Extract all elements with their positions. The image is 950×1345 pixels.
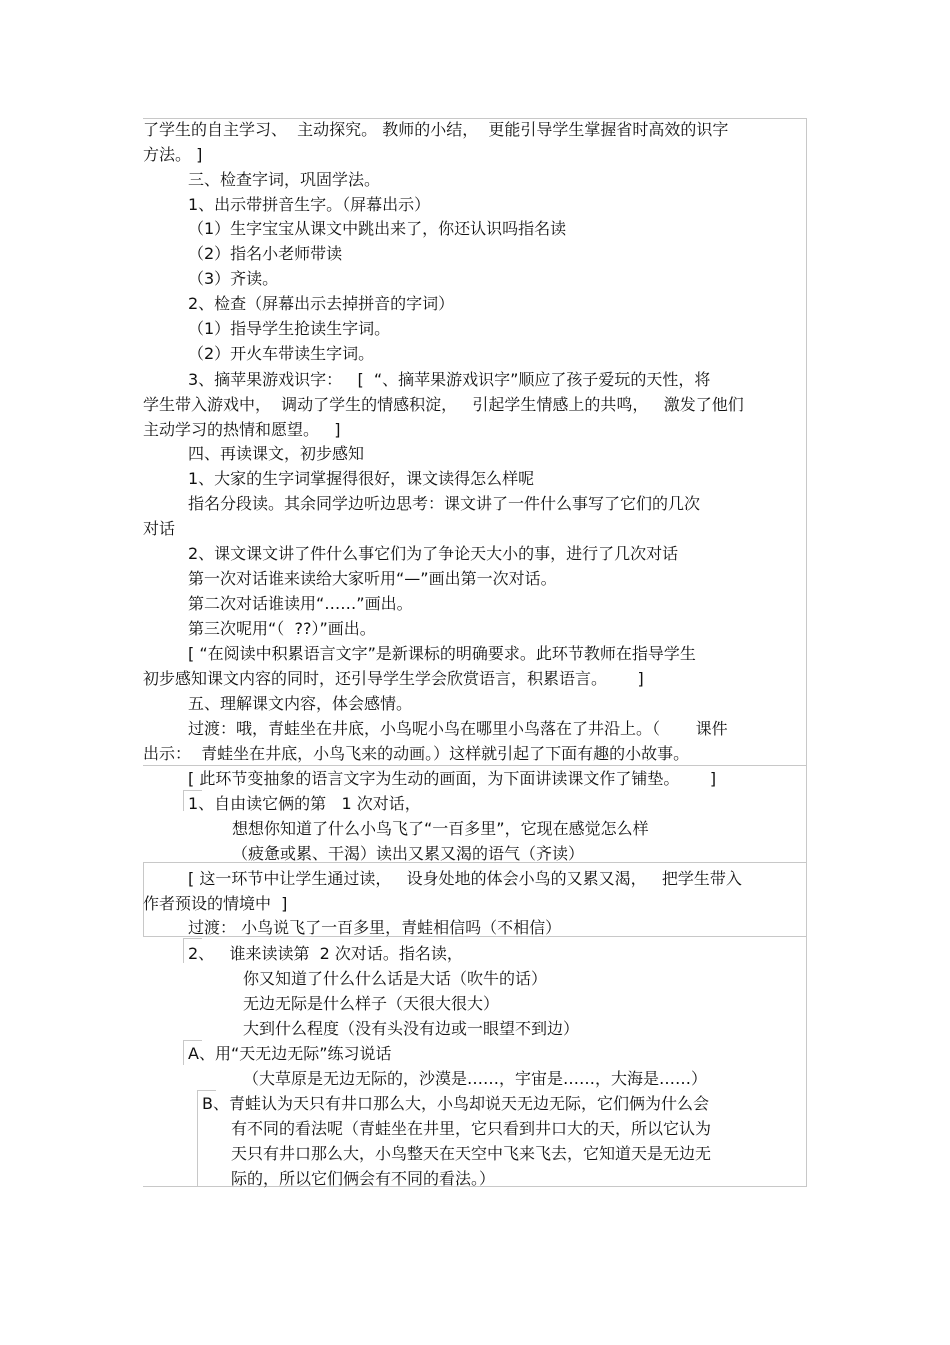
text-line: （疲惫或累、干渴）读出又累又渴的语气（齐读） — [232, 844, 585, 863]
text-line: 1、自由读它俩的第 1 次对话， — [188, 794, 421, 813]
text-line: [ 这一环节中让学生通过读， 设身处地的体会小鸟的又累又渴， 把学生带入 — [188, 869, 742, 888]
text-line: 2、课文课文讲了件什么事它们为了争论天大小的事，进行了几次对话 — [188, 544, 679, 563]
text-line: 过渡：哦，青蛙坐在井底，小鸟呢小鸟在哪里小鸟落在了井沿上。（ 课件 — [188, 719, 728, 738]
text-line: （1）生字宝宝从课文中跳出来了，你还认识吗指名读 — [188, 219, 567, 238]
section-heading: 五、理解课文内容，体会感情。 — [188, 694, 413, 713]
text-line: 无边无际是什么样子（天很大很大） — [243, 994, 500, 1013]
text-line: （1）指导学生抢读生字词。 — [188, 319, 391, 338]
text-line: （2）指名小老师带读 — [188, 244, 343, 263]
text-line: 了学生的自主学习、 主动探究。 教师的小结， 更能引导学生掌握省时高效的识字 — [143, 120, 729, 139]
section-heading: 三、检查字词，巩固学法。 — [188, 170, 381, 189]
text-line: 第三次呢用“（ ??）”画出。 — [188, 619, 376, 638]
text-line: 3、摘苹果游戏识字： [ “、摘苹果游戏识字”顺应了孩子爱玩的天性，将 — [188, 370, 711, 389]
text-line: 初步感知课文内容的同时，还引导学生学会欣赏语言，积累语言。 ] — [143, 669, 644, 688]
frame-right-line — [806, 118, 807, 1186]
text-line: [ “在阅读中积累语言文字”是新课标的明确要求。此环节教师在指导学生 — [188, 644, 696, 663]
text-line: 际的，所以它们俩会有不同的看法。） — [231, 1169, 496, 1188]
text-line: 作者预设的情境中 ] — [143, 894, 288, 913]
text-line: 1、大家的生字词掌握得很好，课文读得怎么样呢 — [188, 469, 535, 488]
text-line: 1、出示带拼音生字。（屏幕出示） — [188, 195, 431, 214]
text-line: 出示： 青蛙坐在井底，小鸟飞来的动画。）这样就引起了下面有趣的小故事。 — [143, 744, 690, 763]
text-line: 对话 — [143, 519, 176, 538]
text-line: 想想你知道了什么小鸟飞了“一百多里”，它现在感觉怎么样 — [232, 819, 649, 838]
text-line: 方法。 ] — [143, 145, 203, 164]
text-line: B、青蛙认为天只有井口那么大，小鸟却说天无边无际，它们俩为什么会 — [202, 1094, 709, 1113]
section-heading: 四、再读课文，初步感知 — [188, 444, 365, 463]
text-line: [ 此环节变抽象的语言文字为生动的画面，为下面讲读课文作了铺垫。 ] — [188, 769, 717, 788]
text-line: 主动学习的热情和愿望。 ] — [143, 420, 341, 439]
text-line: 有不同的看法呢（青蛙坐在井里，它只看到井口大的天，所以它认为 — [231, 1119, 712, 1138]
text-line: （大草原是无边无际的，沙漠是……，宇宙是……，大海是……） — [243, 1069, 708, 1088]
text-line: A、用“天无边无际”练习说话 — [188, 1044, 392, 1063]
text-line: 2、检查（屏幕出示去掉拼音的字词） — [188, 294, 455, 313]
text-line: （2）开火车带读生字词。 — [188, 344, 375, 363]
text-line: 天只有井口那么大，小鸟整天在天空中飞来飞去，它知道天是无边无 — [231, 1144, 712, 1163]
text-line: 指名分段读。其余同学边听边思考：课文讲了一件什么事写了它们的几次 — [188, 494, 701, 513]
text-line: 第一次对话谁来读给大家听用“—”画出第一次对话。 — [188, 569, 557, 588]
text-line: 你又知道了什么什么话是大话（吹牛的话） — [243, 969, 548, 988]
text-line: 过渡： 小鸟说飞了一百多里，青蛙相信吗（不相信） — [188, 918, 562, 937]
frame-top-line — [143, 118, 807, 119]
frame-sub-line-1 — [143, 765, 807, 766]
text-line: 第二次对话谁读用“……”画出。 — [188, 594, 413, 613]
text-line: 2、 谁来读读第 2 次对话。指名读， — [188, 944, 463, 963]
text-line: 大到什么程度（没有头没有边或一眼望不到边） — [243, 1019, 580, 1038]
text-line: （3）齐读。 — [188, 269, 279, 288]
text-line: 学生带入游戏中， 调动了学生的情感积淀， 引起学生情感上的共鸣， 激发了他们 — [143, 395, 744, 414]
